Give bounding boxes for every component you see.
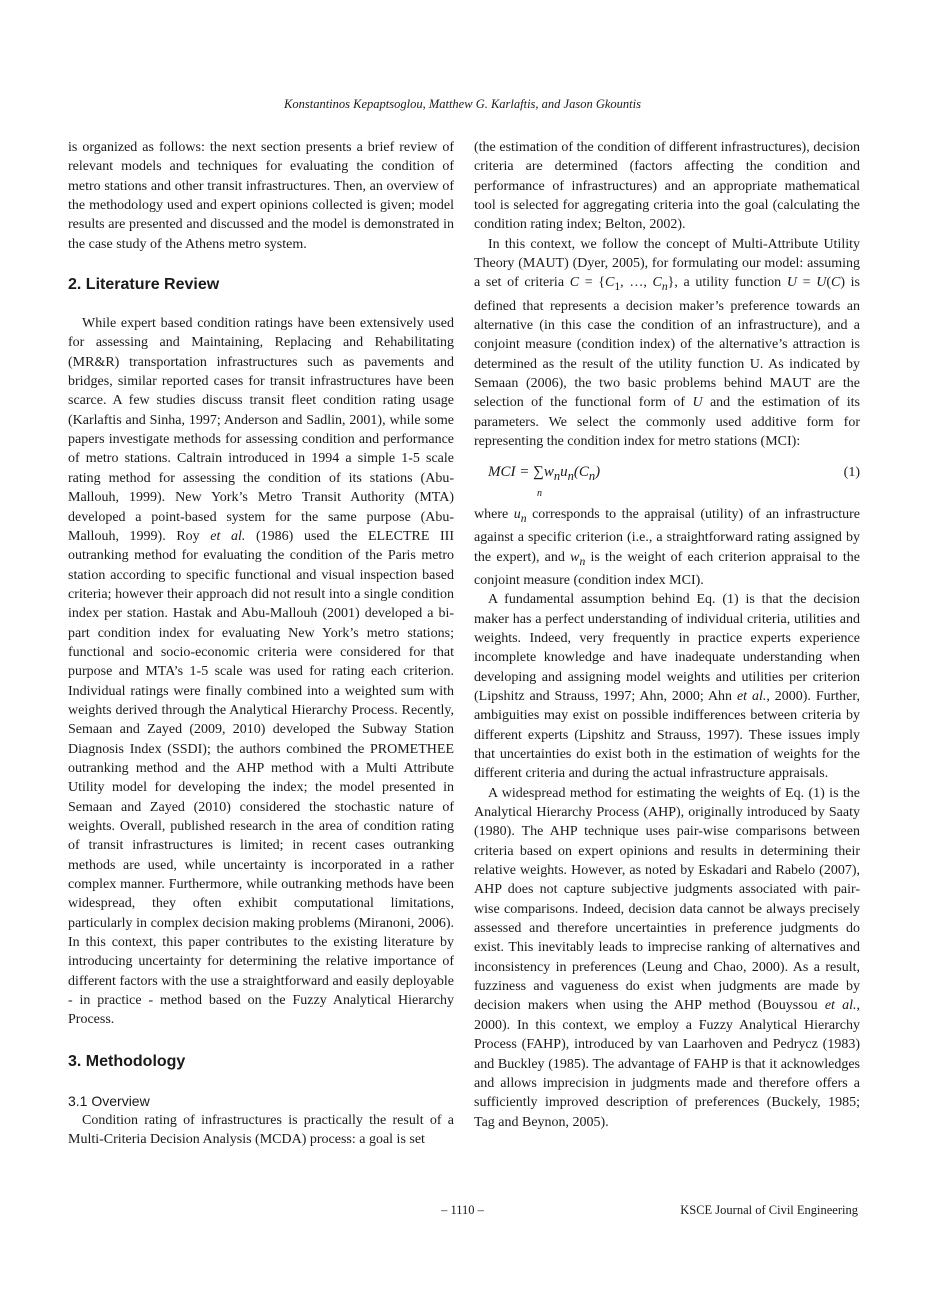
right-column [474,138,860,1132]
equation-explanation-paragraph: where $u_n$ corresponds to the appraisal (utility) of an infrastructure against a specific criterion (i.e., a straightforward rating assigned by the expert), and $w_n$ is the weight of each criterion appraisal to the conjoint measure (condition index MCI). [474,507,860,588]
intro-paragraph: is organized as follows: the next section presents a brief review of relevant models and techniques for evaluating the condition of metro stations and other transit infrastructures. Then, an overview of the methodology used and expert opinions collected is given; model results are presented and discussed and the model is demonstrated in the case study of the Athens metro system. [68,140,454,252]
maut-paragraph: In this context, we follow the concept of Multi-Attribute Utility Theory (MAUT) (Dyer, 2005), for formulating our model: assuming a set of criteria $C = \{C_1$, …, $C_n$}, a utility function U = U(C) is defined that represents a decision maker’s preference towards an alternative (in this case the condition of an infrastructure), and a conjoint measure (condition index) of the alternative’s attraction is determined as the result of the utility function U. As indicated by Semaan (2006), the two basic problems behind MAUT are the selection of the functional form of U and the estimation of its parameters. We select the commonly used additive form for representing the condition index for metro stations (MCI): [474,236,860,449]
running-header: Konstantinos Kepaptsoglou, Matthew G. Karlaftis, and Jason Gkountis [284,97,641,111]
section-heading-methodology: 3. Methodology [68,1052,186,1070]
ahp-paragraph: A widespread method for estimating the weights of Eq. (1) is the Analytical Hierarchy Process (AHP), originally introduced by Saaty (1980). The AHP technique uses pair-wise comparisons between criteria based on expert opinions and results in determining their relative weights. However, as noted by Eskadari and Rabelo (2007), AHP does not capture subjective judgments associated with pair-wise comparisons. Indeed, decision data cannot be always precisely assessed and therefore uncertainties in preference judgments do exist. This inevitably leads to imprecise ranking of alternatives and inconsistency in preferences (Leung and Chao, 2000). As a result, fuzziness and vagueness do exist when judgments are made by decision makers when using the AHP method (Bouyssou et al., 2000). In this context, we employ a Fuzzy Analytical Hierarchy Process (FAHP), introduced by van Laarhoven and Pedrycz (1983) and Buckley (1985). The advantage of FAHP is that it acknowledges and allows imprecision in judgments made and therefore offers a sufficiently improved description of preferences (Buckely, 1985; Tag and Beynon, 2005). [474,785,860,1130]
subsection-heading-overview: 3.1 Overview [68,1092,150,1109]
equation-number: (1) [843,465,860,481]
journal-name: KSCE Journal of Civil Engineering [680,1203,858,1217]
literature-review-paragraph: While expert based condition ratings have been extensively used for assessing and Maintaining, Replacing and Rehabilitating (MR&R) transportation infrastructures such as pavements and bridges, similar reported cases for transit infrastructures have been scarce. A few studies discuss transit fleet condition rating usage (Karlaftis and Sinha, 1997; Anderson and Sadlin, 2001), while some papers investigate methods for assessing condition and performance of metro stations. Caltrain introduced in 1994 a simple 1-5 scale rating method for assessing the condition of its stations (Abu-Mallouh, 1999). New York’s Metro Transit Authority (MTA) developed a point-based system for the same purpose (Abu-Mallouh, 1999). Roy et al. (1986) used the ELECTRE III outranking method for evaluating the condition of the Paris metro station according to specific functional and visual inspection based criteria; however their approach did not result into a single condition index per station. Hastak and Abu-Mallouh (2001) developed a bi-part condition index for evaluating New York’s metro stations; functional and socio-economic criteria were considered for that purpose and MTA’s 1-5 scale was used for rating each criterion. Individual ratings were finally combined into a weighted sum with weights derived through the Analytical Hierarchy Process. Recently, Semaan and Zayed (2009, 2010) developed the Subway Station Diagnosis Index (SSDI); the authors combined the PROMETHEE outranking method and the AHP method with a Multi Attribute Utility model for developing the index; the model presented in Semaan and Zayed (2010) considered the stochastic nature of weights. Overall, published research in the area of condition rating of transit infrastructures is limited; in recent cases outranking methods are used, while uncertainty is incorporated in a rather complex manner. Furthermore, while outranking methods have been widespread, they often exhibit computational limitations, particularly in complex decision making problems (Miranoni, 2006). In this context, this paper contributes to the existing literature by introducing uncertainty for determining the relative importance of different factors with the use a straightforward and easily deployable - in practice - method based on the Fuzzy Analytical Hierarchy Process. [68,316,454,1028]
equation-sum-subscript: n [537,488,542,500]
left-column [68,138,454,1149]
page-number: – 1110 – [441,1203,484,1217]
section-heading-literature-review: 2. Literature Review [68,276,220,294]
assumption-paragraph: A fundamental assumption behind Eq. (1) is that the decision maker has a perfect understanding of individual criteria, utilities and weights. Indeed, very frequently in practice experts experience incomplete knowledge and have inadequate understanding when developing and assigning model weights and utilities per criterion (Lipshitz and Strauss, 1997; Ahn, 2000; Ahn et al., 2000). Further, ambiguities may exist on possible indifferences between criteria by different experts (Lipshitz and Strauss, 1997). These issues imply that uncertainties do exist both in the estimation of weights for the different criteria and during the actual infrastructure appraisals. [474,592,860,782]
mcda-paragraph: (the estimation of the condition of different infrastructures), decision criteria are determined (factors affecting the condition and performance of infrastructures) and an appropriate mathematical tool is selected for aggregating criteria into the goal (calculating the condition rating index; Belton, 2002). [474,140,860,233]
equation-formula: MCI = $\sum w_nu_n(C_n)$ [488,464,601,484]
equation-1 [474,457,860,503]
overview-paragraph: Condition rating of infrastructures is practically the result of a Multi-Criteria Decision Analysis (MCDA) process: a goal is set [68,1112,454,1148]
